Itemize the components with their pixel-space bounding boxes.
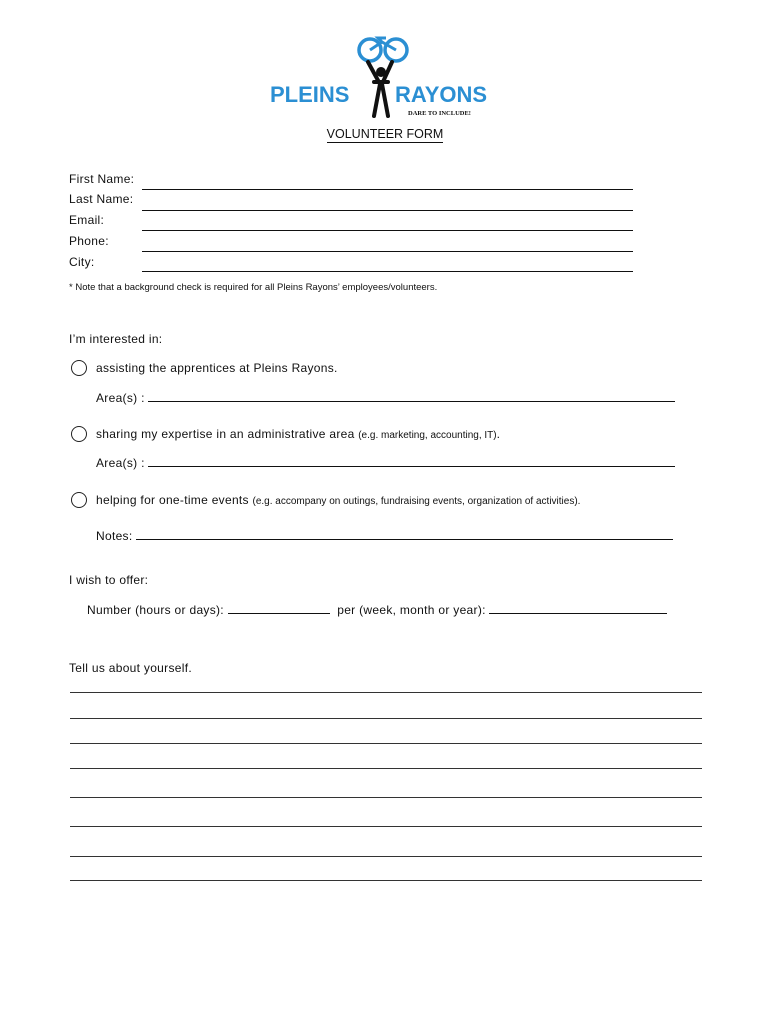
pleins-rayons-logo xyxy=(270,36,506,120)
field-label-phone: Phone: xyxy=(69,234,109,248)
field-label-email: Email: xyxy=(69,213,105,227)
about-line-1[interactable] xyxy=(70,692,702,693)
first-name-input-line[interactable] xyxy=(142,189,633,190)
about-line-6[interactable] xyxy=(70,826,702,827)
area-field-1 xyxy=(96,391,675,405)
about-line-4[interactable] xyxy=(70,768,702,769)
phone-input-line[interactable] xyxy=(142,251,633,252)
about-line-2[interactable] xyxy=(70,718,702,719)
number-input-line[interactable] xyxy=(228,603,330,614)
notes-input-line[interactable] xyxy=(136,529,673,540)
svg-text:RAYONS: RAYONS xyxy=(395,82,488,107)
background-check-note: * Note that a background check is required for all Pleins Rayons’ employees/volunteers. xyxy=(69,282,438,293)
notes-label: Notes: xyxy=(96,529,133,543)
offer-line xyxy=(87,603,667,617)
option-one-time-events-label: helping for one-time events (e.g. accompany on outings, fundraising events, organization of activities). xyxy=(96,493,581,507)
area-input-line-2[interactable] xyxy=(148,456,675,467)
per-label: per (week, month or year): xyxy=(337,603,486,617)
form-title: VOLUNTEER FORM xyxy=(326,127,444,141)
last-name-input-line[interactable] xyxy=(142,210,633,211)
area-label-1: Area(s) : xyxy=(96,391,145,405)
radio-assist-apprentices[interactable] xyxy=(71,360,87,376)
area-input-line-1[interactable] xyxy=(148,391,675,402)
email-input-line[interactable] xyxy=(142,230,633,231)
svg-text:PLEINS: PLEINS xyxy=(270,82,350,107)
option-admin-expertise-label: sharing my expertise in an administrative area (e.g. marketing, accounting, IT). xyxy=(96,427,501,441)
radio-admin-expertise[interactable] xyxy=(71,426,87,442)
number-label: Number (hours or days): xyxy=(87,603,224,617)
radio-one-time-events[interactable] xyxy=(71,492,87,508)
svg-text:DARE TO INCLUDE!: DARE TO INCLUDE! xyxy=(408,110,471,117)
per-input-line[interactable] xyxy=(489,603,667,614)
about-heading: Tell us about yourself. xyxy=(69,661,192,675)
offer-heading: I wish to offer: xyxy=(69,573,149,587)
notes-field xyxy=(96,529,673,543)
field-label-last-name: Last Name: xyxy=(69,192,134,206)
interests-heading: I’m interested in: xyxy=(69,332,163,346)
option-assist-apprentices-label: assisting the apprentices at Pleins Rayons. xyxy=(96,361,338,375)
city-input-line[interactable] xyxy=(142,271,633,272)
about-line-7[interactable] xyxy=(70,856,702,857)
about-line-5[interactable] xyxy=(70,797,702,798)
field-label-first-name: First Name: xyxy=(69,172,135,186)
field-label-city: City: xyxy=(69,255,95,269)
bicycle-figure-icon xyxy=(270,36,506,120)
about-line-8[interactable] xyxy=(70,880,702,881)
area-field-2 xyxy=(96,456,675,470)
about-line-3[interactable] xyxy=(70,743,702,744)
area-label-2: Area(s) : xyxy=(96,456,145,470)
